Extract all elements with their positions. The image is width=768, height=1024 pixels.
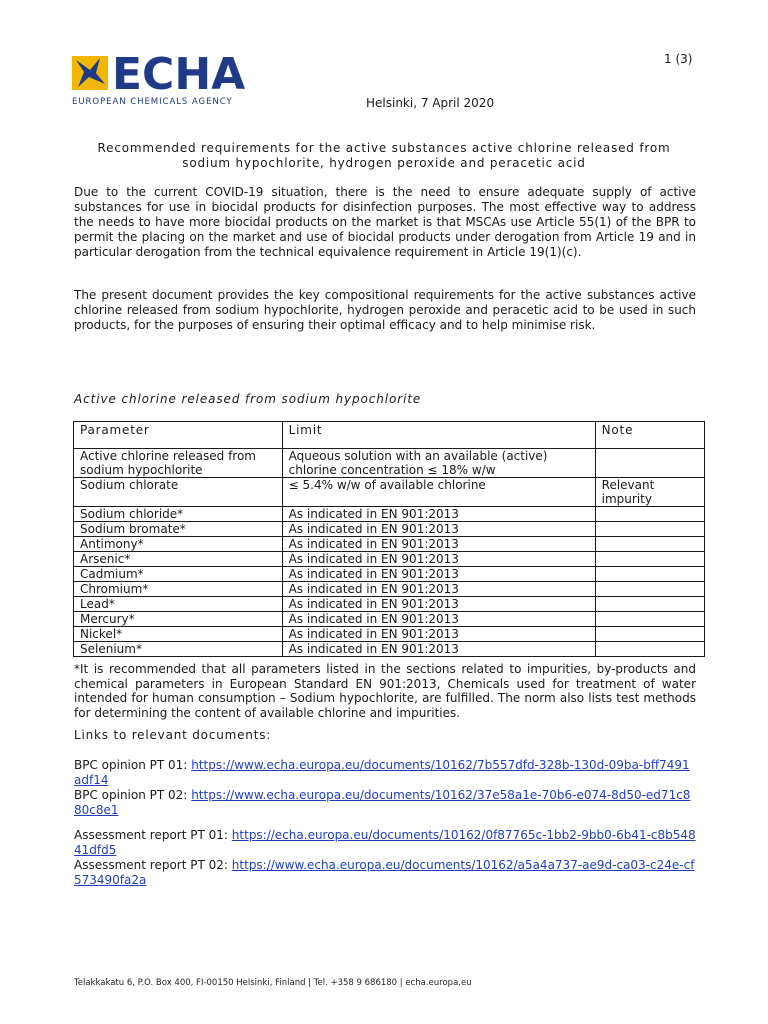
logo-subtitle: EUROPEAN CHEMICALS AGENCY — [72, 97, 233, 106]
limit-cell: Aqueous solution with an available (active) chlorine concentration ≤ 18% w/w — [282, 449, 595, 478]
parameter-cell: Sodium bromate* — [74, 522, 283, 537]
table-row — [74, 478, 705, 507]
note-cell — [595, 582, 704, 597]
header-limit: Limit — [282, 422, 595, 449]
reference-bpc-pt02 — [74, 788, 696, 818]
note-cell — [595, 522, 704, 537]
note-cell — [595, 567, 704, 582]
section-heading: Active chlorine released from sodium hypochlorite — [74, 392, 422, 406]
table-row — [74, 582, 705, 597]
reference-label: Assessment report PT 02: — [74, 858, 228, 872]
assessment-pt02-link[interactable]: https://www.echa.europa.eu/documents/10162/a5a4a737-ae9d-ca03-c24e-cf573490fa2a — [74, 858, 695, 887]
parameter-cell: Lead* — [74, 597, 283, 612]
table-row — [74, 597, 705, 612]
table-row — [74, 567, 705, 582]
bpc-pt02-link[interactable]: https://www.echa.europa.eu/documents/10162/37e58a1e-70b6-e074-8d50-ed71c880c8e1 — [74, 788, 691, 817]
parameter-cell: Selenium* — [74, 642, 283, 657]
limit-cell: As indicated in EN 901:2013 — [282, 597, 595, 612]
bpc-pt01-link[interactable]: https://www.echa.europa.eu/documents/10162/7b557dfd-328b-130d-09ba-bff7491adf14 — [74, 758, 690, 787]
requirements-table — [73, 421, 705, 657]
limit-cell: As indicated in EN 901:2013 — [282, 522, 595, 537]
echa-logo — [72, 50, 290, 106]
reference-label: BPC opinion PT 02: — [74, 788, 188, 802]
limit-cell: As indicated in EN 901:2013 — [282, 642, 595, 657]
note-cell: Relevant impurity — [595, 478, 704, 507]
limit-cell: As indicated in EN 901:2013 — [282, 582, 595, 597]
table-row — [74, 522, 705, 537]
reference-bpc-pt01 — [74, 758, 696, 788]
limit-cell: As indicated in EN 901:2013 — [282, 537, 595, 552]
table-row — [74, 627, 705, 642]
scope-paragraph: The present document provides the key compositional requirements for the active substances active chlorine released from sodium hypochlorite, hydrogen peroxide and peracetic acid to be used in such products, for the purposes of ensuring their optimal efficacy and to help minimise risk. — [74, 288, 696, 332]
table-row — [74, 612, 705, 627]
parameter-cell: Active chlorine released from sodium hypochlorite — [74, 449, 283, 478]
note-cell — [595, 537, 704, 552]
intro-paragraph: Due to the current COVID-19 situation, there is the need to ensure adequate supply of active substances for use in biocidal products for disinfection purposes. The most effective way to address the needs to have more biocidal products on the market is that MSCAs use Article 55(1) of the BPR to permit the placing on the market and use of biocidal products under derogation from Article 19 and in particular derogation from the technical equivalence requirement in Article 19(1)(c). — [74, 185, 696, 259]
table-row — [74, 642, 705, 657]
table-row — [74, 507, 705, 522]
limit-cell: As indicated in EN 901:2013 — [282, 552, 595, 567]
table-row — [74, 552, 705, 567]
limit-cell: As indicated in EN 901:2013 — [282, 507, 595, 522]
header-parameter: Parameter — [74, 422, 283, 449]
note-cell — [595, 552, 704, 567]
limit-cell: As indicated in EN 901:2013 — [282, 627, 595, 642]
note-cell — [595, 507, 704, 522]
parameter-cell: Cadmium* — [74, 567, 283, 582]
parameter-cell: Nickel* — [74, 627, 283, 642]
parameter-cell: Sodium chloride* — [74, 507, 283, 522]
parameter-cell: Arsenic* — [74, 552, 283, 567]
reference-assessment-pt02 — [74, 858, 696, 888]
note-cell — [595, 612, 704, 627]
page-number: 1 (3) — [664, 52, 693, 66]
parameter-cell: Antimony* — [74, 537, 283, 552]
limit-cell: As indicated in EN 901:2013 — [282, 567, 595, 582]
assessment-pt01-link[interactable]: https://echa.europa.eu/documents/10162/0f87765c-1bb2-9bb0-6b41-c8b54841dfd5 — [74, 828, 696, 857]
note-cell — [595, 642, 704, 657]
note-cell — [595, 627, 704, 642]
logo-wordmark: ECHA — [112, 50, 246, 100]
reference-label: BPC opinion PT 01: — [74, 758, 188, 772]
parameter-cell: Mercury* — [74, 612, 283, 627]
echa-logo-graphic — [72, 50, 290, 106]
parameter-cell: Chromium* — [74, 582, 283, 597]
reference-assessment-pt01 — [74, 828, 696, 858]
table-row — [74, 537, 705, 552]
reference-label: Assessment report PT 01: — [74, 828, 228, 842]
links-heading: Links to relevant documents: — [74, 728, 272, 742]
table-header-row — [74, 422, 705, 449]
limit-cell: As indicated in EN 901:2013 — [282, 612, 595, 627]
limit-cell: ≤ 5.4% w/w of available chlorine — [282, 478, 595, 507]
table-row — [74, 449, 705, 478]
place-date: Helsinki, 7 April 2020 — [366, 96, 495, 110]
page-footer: Telakkakatu 6, P.O. Box 400, FI-00150 Helsinki, Finland | Tel. +358 9 686180 | echa.europa.eu — [74, 978, 472, 988]
header-note: Note — [595, 422, 704, 449]
parameter-cell: Sodium chlorate — [74, 478, 283, 507]
note-cell — [595, 449, 704, 478]
table-footnote: *It is recommended that all parameters listed in the sections related to impurities, by-products and chemical parameters in European Standard EN 901:2013, Chemicals used for treatment of water intended for human consumption – Sodium hypochlorite, are fulfilled. The norm also lists test methods for determining the content of available chlorine and impurities. — [74, 662, 696, 720]
note-cell — [595, 597, 704, 612]
document-title: Recommended requirements for the active substances active chlorine released from sodium hypochlorite, hydrogen peroxide and peracetic acid — [97, 141, 671, 170]
